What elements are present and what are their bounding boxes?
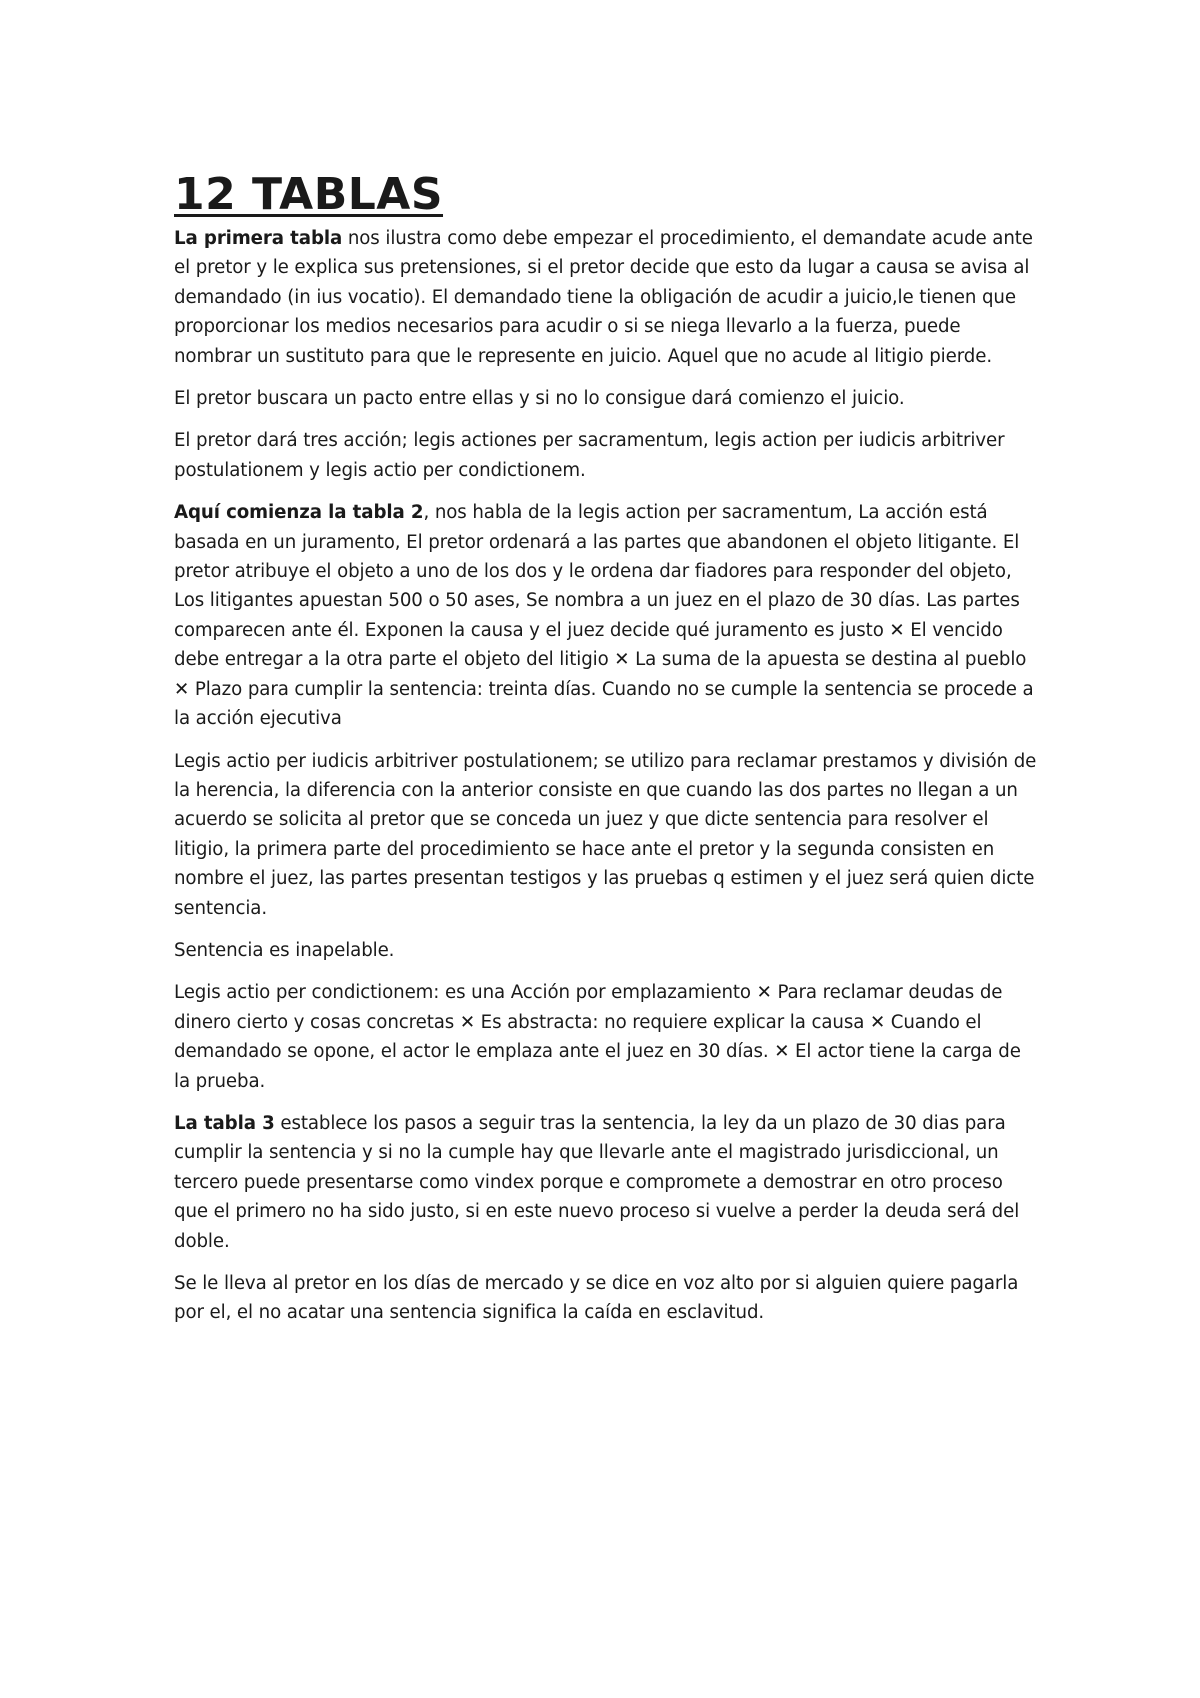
paragraph-sentencia-inapelable: Sentencia es inapelable. xyxy=(174,939,395,961)
paragraph-condictionem: Legis actio per condictionem: es una Acción por emplazamiento ✕ Para reclamar deudas de dinero cierto y cosas concretas ✕ Es abstracta: no requiere explicar la causa ✕ Cuando el demandado se opone, el actor le emplaza ante el juez en 30 días. ✕ El actor tiene la carga de la prueba. xyxy=(174,982,1021,1092)
paragraph-pacto: El pretor buscara un pacto entre ellas y si no lo consigue dará comienzo el juicio. xyxy=(174,388,905,410)
paragraph-text: nos ilustra como debe empezar el procedimiento, el demandate acude ante el pretor y le explica sus pretensiones, si el pretor decide que esto da lugar a causa se avisa al demandado (in ius vocatio). El demandado tiene la obligación de acudir a juicio,le tienen que proporcionar los medios necesarios para acudir o si se niega llevarlo a la fuerza, puede nombrar un sustituto para que le represente en juicio. Aquel que no acude al litigio pierde. xyxy=(174,228,1033,367)
paragraph-lead-bold: La tabla 3 xyxy=(174,1112,275,1134)
paragraph-lead-bold: La primera tabla xyxy=(174,228,343,249)
paragraph-text: establece los pasos a seguir tras la sentencia, la ley da un plazo de 30 dias para cumplir la sentencia y si no la cumple hay que llevarle ante el magistrado jurisdiccional, un tercero puede presentarse como vindex porque e compromete a demostrar en otro proceso que el primero no ha sido justo, si en este nuevo proceso si vuelve a perder la deuda será del doble. xyxy=(174,1112,1020,1252)
paragraph-tabla-3 xyxy=(174,1109,1038,1256)
paragraph-esclavitud: Se le lleva al pretor en los días de mercado y se dice en voz alto por si alguien quiere pagarla por el, el no acatar una sentencia significa la caída en esclavitud. xyxy=(174,1273,1019,1324)
document-title: 12 TABLAS xyxy=(174,169,444,220)
paragraph-primera-tabla xyxy=(174,224,1038,371)
paragraph-iudicis-arbitriver: Legis actio per iudicis arbitriver postulationem; se utilizo para reclamar prestamos y división de la herencia, la diferencia con la anterior consiste en que cuando las dos partes no llegan a un acuerdo se solicita al pretor que se conceda un juez y que dicte sentencia para resolver el litigio, la primera parte del procedimiento se hace ante el pretor y la segunda consisten en nombre el juez, las partes presentan testigos y las pruebas q estimen y el juez será quien dicte sentencia. xyxy=(174,750,1037,919)
paragraph-tabla-2 xyxy=(174,498,1038,733)
paragraph-lead-bold: Aquí comienza la tabla 2 xyxy=(174,502,424,524)
document-page xyxy=(174,168,1038,1341)
paragraph-text: , nos habla de la legis action per sacramentum, La acción está basada en un juramento, El pretor ordenará a las partes que abandonen el objeto litigante. El pretor atribuye el objeto a uno de los dos y le ordena dar fiadores para responder del objeto, Los litigantes apuestan 500 o 50 ases, Se nombra a un juez en el plazo de 30 días. Las partes comparecen ante él. Exponen la causa y el juez decide qué juramento es justo ✕ El vencido debe entregar a la otra parte el objeto del litigio ✕ La suma de la apuesta se destina al pueblo ✕ Plazo para cumplir la sentencia: treinta días. Cuando no se cumple la sentencia se procede a la acción ejecutiva xyxy=(174,502,1034,730)
paragraph-tres-acciones: El pretor dará tres acción; legis actiones per sacramentum, legis action per iudicis arbitriver postulationem y legis actio per condictionem. xyxy=(174,430,1005,481)
